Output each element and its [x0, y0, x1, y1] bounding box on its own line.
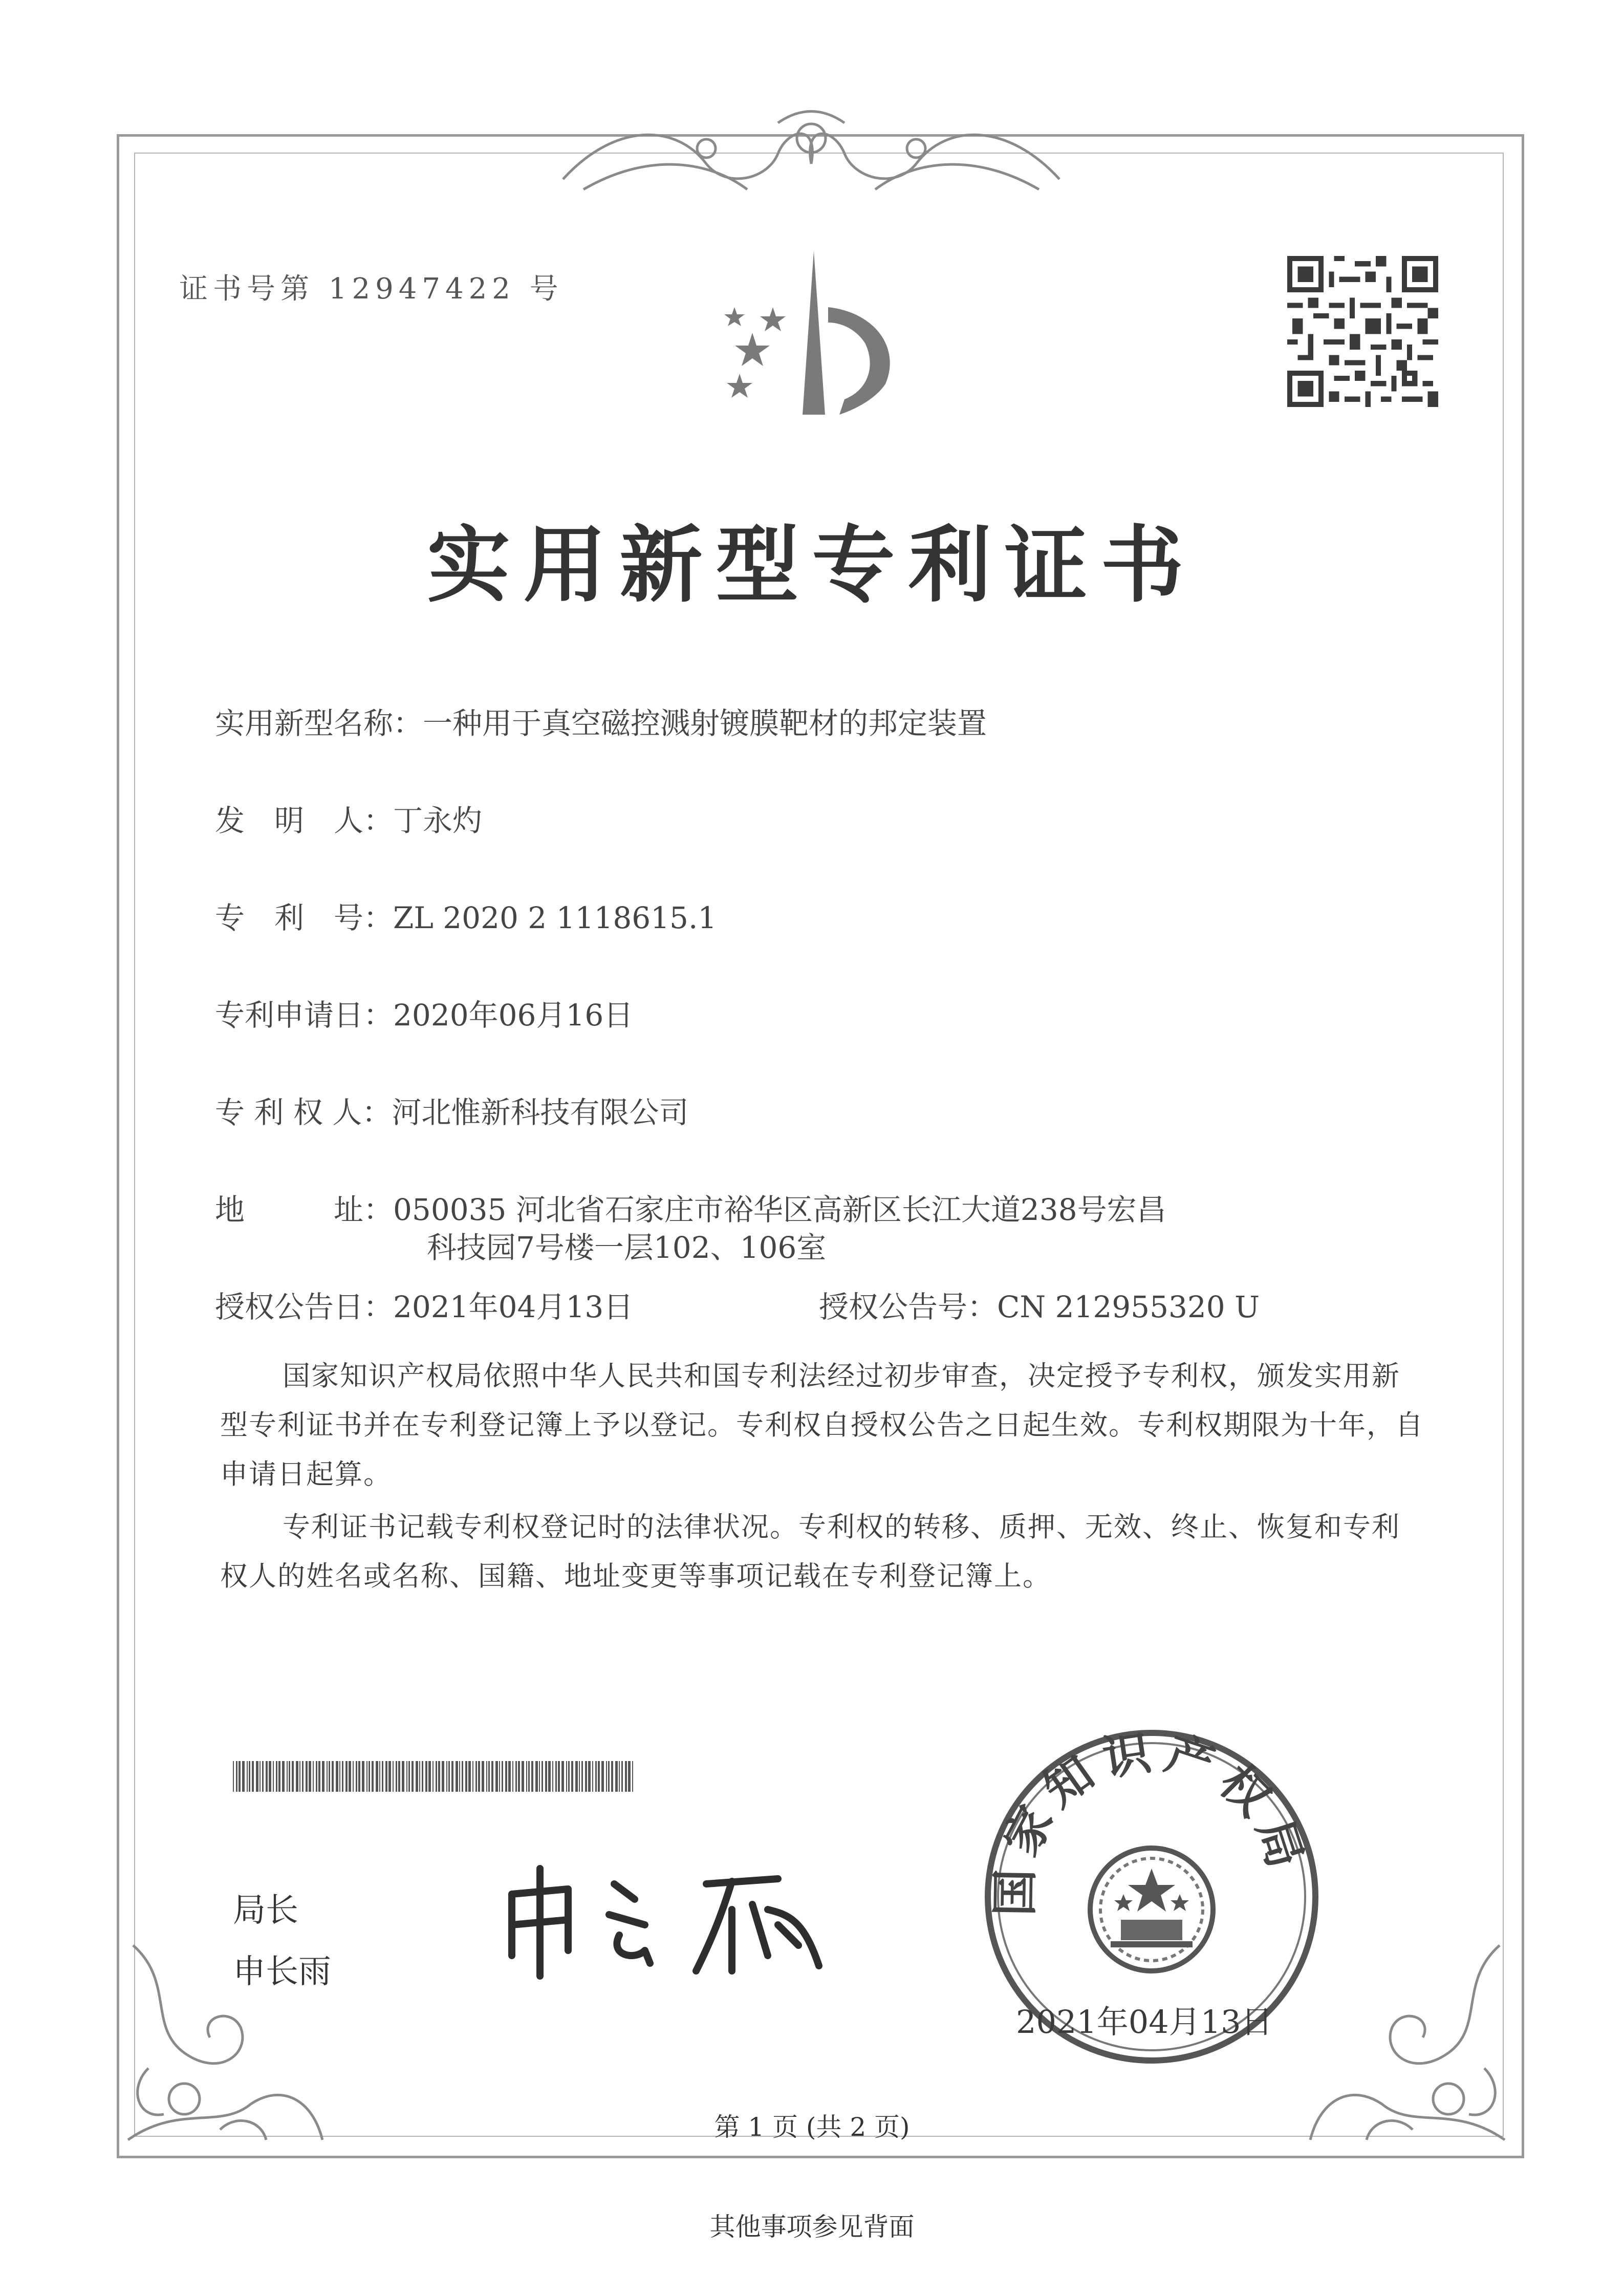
barcode-bar — [515, 1761, 517, 1792]
certificate-number-suffix: 号 — [529, 272, 564, 306]
certificate-number — [179, 266, 564, 307]
body-paragraph-1: 国家知识产权局依照中华人民共和国专利法经过初步审查，决定授予专利权，颁发实用新型专利证书并在专利登记簿上予以登记。专利权自授权公告之日起生效。专利权期限为十年，自申请日起算。 — [220, 1360, 1424, 1490]
barcode-bar — [302, 1761, 304, 1792]
barcode-bar — [332, 1761, 334, 1792]
barcode-bar — [398, 1761, 400, 1792]
barcode-bar — [579, 1761, 580, 1792]
patent-number-value: ZL 2020 2 1118615.1 — [393, 900, 717, 935]
barcode-bar — [339, 1761, 340, 1792]
seal-date: 2021年04月13日 — [1016, 2003, 1273, 2041]
barcode-bar — [499, 1761, 500, 1792]
certificate-number-value: 12947422 — [328, 272, 515, 306]
patent-number-row — [215, 894, 717, 937]
barcode-bar — [595, 1761, 597, 1792]
barcode-bar — [558, 1761, 560, 1792]
barcode-bar — [259, 1761, 261, 1792]
barcode-bar — [316, 1761, 317, 1792]
barcode-bar — [488, 1761, 490, 1792]
barcode-bar — [262, 1761, 264, 1792]
barcode-bar — [313, 1761, 314, 1792]
barcode-bar — [465, 1761, 467, 1792]
patent-office-emblem-icon — [691, 246, 937, 440]
barcode-bar — [621, 1761, 623, 1792]
barcode-bar — [239, 1761, 241, 1792]
barcode-bar — [548, 1761, 551, 1792]
barcode-bar — [462, 1761, 463, 1792]
barcode-bar — [438, 1761, 440, 1792]
footer-note: 其他事项参见背面 — [709, 2212, 915, 2242]
barcode-bar — [592, 1761, 593, 1792]
barcode-bar — [601, 1761, 604, 1792]
utility-model-name-value: 一种用于真空磁控溅射镀膜靶材的邦定装置 — [423, 706, 987, 741]
barcode-bar — [376, 1761, 378, 1792]
barcode-bar — [436, 1761, 437, 1792]
barcode-bar — [296, 1761, 298, 1792]
barcode-bar — [475, 1761, 477, 1792]
barcode-bar — [608, 1761, 610, 1792]
grant-date-label: 授权公告日： — [215, 1290, 394, 1324]
barcode-bar — [575, 1761, 578, 1792]
barcode-bar — [555, 1761, 557, 1792]
barcode-bar — [322, 1761, 324, 1792]
address-line-1: 050035 河北省石家庄市裕华区高新区长江大道238号宏昌 — [393, 1192, 1166, 1227]
barcode-bar — [252, 1761, 254, 1792]
barcode-bar — [581, 1761, 583, 1792]
filing-date-row — [215, 991, 633, 1034]
filing-date-value: 2020年06月16日 — [393, 998, 634, 1033]
barcode-bar — [349, 1761, 351, 1792]
barcode-bar — [505, 1761, 507, 1792]
barcode-bar — [531, 1761, 533, 1792]
barcode-bar — [528, 1761, 530, 1792]
inventor-label: 发 明 人： — [215, 803, 394, 838]
national-emblem-icon — [1090, 1848, 1213, 1971]
address-row — [215, 1186, 1166, 1229]
barcode-bar — [388, 1761, 391, 1792]
patentee-row — [215, 1088, 688, 1131]
barcode-bar — [382, 1761, 383, 1792]
barcode-bar — [535, 1761, 538, 1792]
barcode-bar — [327, 1761, 328, 1792]
barcode-bar — [598, 1761, 600, 1792]
utility-model-name-row — [215, 699, 987, 742]
barcode-bar — [585, 1761, 587, 1792]
barcode-bar — [282, 1761, 285, 1792]
barcode-bar — [619, 1761, 620, 1792]
patent-number-label: 专 利 号： — [215, 900, 394, 935]
barcode-bar — [422, 1761, 423, 1792]
barcode-bar — [306, 1761, 308, 1792]
barcode-bar — [442, 1761, 444, 1792]
page-number: 第 1 页 (共 2 页) — [714, 2112, 910, 2142]
barcode-bar — [456, 1761, 458, 1792]
barcode-bar — [419, 1761, 420, 1792]
barcode-bar — [628, 1761, 631, 1792]
inventor-value: 丁永灼 — [393, 803, 483, 838]
barcode-bar — [269, 1761, 271, 1792]
grant-date-row — [215, 1283, 633, 1326]
barcode-bar — [287, 1761, 288, 1792]
barcode-bar — [522, 1761, 524, 1792]
grant-date-value: 2021年04月13日 — [393, 1290, 634, 1324]
patentee-value: 河北惟新科技有限公司 — [392, 1095, 689, 1130]
barcode-bar — [372, 1761, 374, 1792]
barcode-bar — [526, 1761, 527, 1792]
barcode-bar — [329, 1761, 330, 1792]
barcode-bar — [611, 1761, 613, 1792]
certificate-title: 实用新型专利证书 — [427, 517, 1197, 614]
barcode-bar — [242, 1761, 245, 1792]
barcode-bar — [273, 1761, 274, 1792]
body-paragraph-2: 专利证书记载专利权登记时的法律状况。专利权的转移、质押、无效、终止、恢复和专利权人的姓名或名称、国籍、地址变更等事项记载在专利登记簿上。 — [220, 1511, 1400, 1592]
barcode-bar — [402, 1761, 404, 1792]
barcode-bar — [236, 1761, 237, 1792]
grant-number-label: 授权公告号： — [819, 1290, 998, 1324]
barcode-bar — [491, 1761, 493, 1792]
barcode-bar — [408, 1761, 410, 1792]
barcode-bar — [486, 1761, 487, 1792]
barcode-bar — [362, 1761, 364, 1792]
barcode-bar — [459, 1761, 460, 1792]
svg-text:国家知识产权局: 国家知识产权局 — [987, 1723, 1317, 1917]
barcode-bar — [472, 1761, 473, 1792]
barcode-bar — [353, 1761, 354, 1792]
barcode-bar — [482, 1761, 484, 1792]
barcode-bar — [342, 1761, 343, 1792]
barcode-bar — [428, 1761, 431, 1792]
barcode-bar — [425, 1761, 427, 1792]
barcode-bar — [256, 1761, 258, 1792]
barcode-bar — [385, 1761, 387, 1792]
barcode-bar — [478, 1761, 480, 1792]
barcode-bar — [393, 1761, 394, 1792]
barcode-bar — [233, 1761, 234, 1792]
grant-number-row — [819, 1283, 1260, 1326]
barcode-bar — [336, 1761, 338, 1792]
barcode-bar — [539, 1761, 540, 1792]
barcode-bar — [379, 1761, 380, 1792]
barcode-bar — [412, 1761, 414, 1792]
barcode-bar — [451, 1761, 453, 1792]
barcode-bar — [318, 1761, 320, 1792]
barcode-bar — [247, 1761, 248, 1792]
barcode-bar — [276, 1761, 277, 1792]
certificate-number-label: 证书号第 — [179, 272, 314, 306]
barcode-bar — [588, 1761, 591, 1792]
barcode-bar — [566, 1761, 567, 1792]
barcode-bar — [369, 1761, 370, 1792]
director-name: 申长雨 — [233, 1953, 331, 1991]
barcode-bar — [356, 1761, 357, 1792]
qr-code — [1287, 256, 1438, 407]
barcode-bar — [345, 1761, 348, 1792]
address-label: 地 址： — [215, 1192, 394, 1227]
barcode-bar — [502, 1761, 503, 1792]
barcode-bar — [406, 1761, 407, 1792]
barcode-bar — [615, 1761, 618, 1792]
barcode-bar — [416, 1761, 418, 1792]
barcode-bar — [249, 1761, 250, 1792]
barcode-bar — [299, 1761, 300, 1792]
barcode-bar — [508, 1761, 511, 1792]
address-line-2: 科技园7号楼一层102、106室 — [427, 1230, 827, 1265]
barcode-bar — [568, 1761, 570, 1792]
filing-date-label: 专利申请日： — [215, 998, 394, 1033]
barcode-bar — [632, 1761, 633, 1792]
barcode-bar — [266, 1761, 268, 1792]
barcode — [233, 1761, 637, 1792]
barcode-bar — [366, 1761, 367, 1792]
barcode-bar — [396, 1761, 397, 1792]
patentee-label: 专 利 权 人： — [215, 1095, 392, 1130]
handwritten-signature — [491, 1853, 850, 1986]
barcode-bar — [518, 1761, 520, 1792]
barcode-bar — [289, 1761, 290, 1792]
director-title: 局长 — [233, 1892, 298, 1929]
barcode-bar — [561, 1761, 564, 1792]
barcode-bar — [309, 1761, 311, 1792]
barcode-bar — [432, 1761, 434, 1792]
barcode-bar — [358, 1761, 360, 1792]
barcode-bar — [446, 1761, 447, 1792]
barcode-bar — [552, 1761, 553, 1792]
inventor-row — [215, 797, 482, 840]
utility-model-name-label: 实用新型名称： — [215, 706, 423, 741]
barcode-bar — [448, 1761, 450, 1792]
barcode-bar — [512, 1761, 513, 1792]
barcode-bar — [468, 1761, 471, 1792]
barcode-bar — [625, 1761, 627, 1792]
grant-number-value: CN 212955320 U — [997, 1290, 1260, 1324]
barcode-bar — [278, 1761, 280, 1792]
barcode-bar — [542, 1761, 543, 1792]
barcode-bar — [545, 1761, 547, 1792]
top-ornament — [553, 102, 1070, 200]
barcode-bar — [495, 1761, 498, 1792]
barcode-bar — [571, 1761, 573, 1792]
barcode-bar — [292, 1761, 294, 1792]
barcode-bar — [606, 1761, 607, 1792]
